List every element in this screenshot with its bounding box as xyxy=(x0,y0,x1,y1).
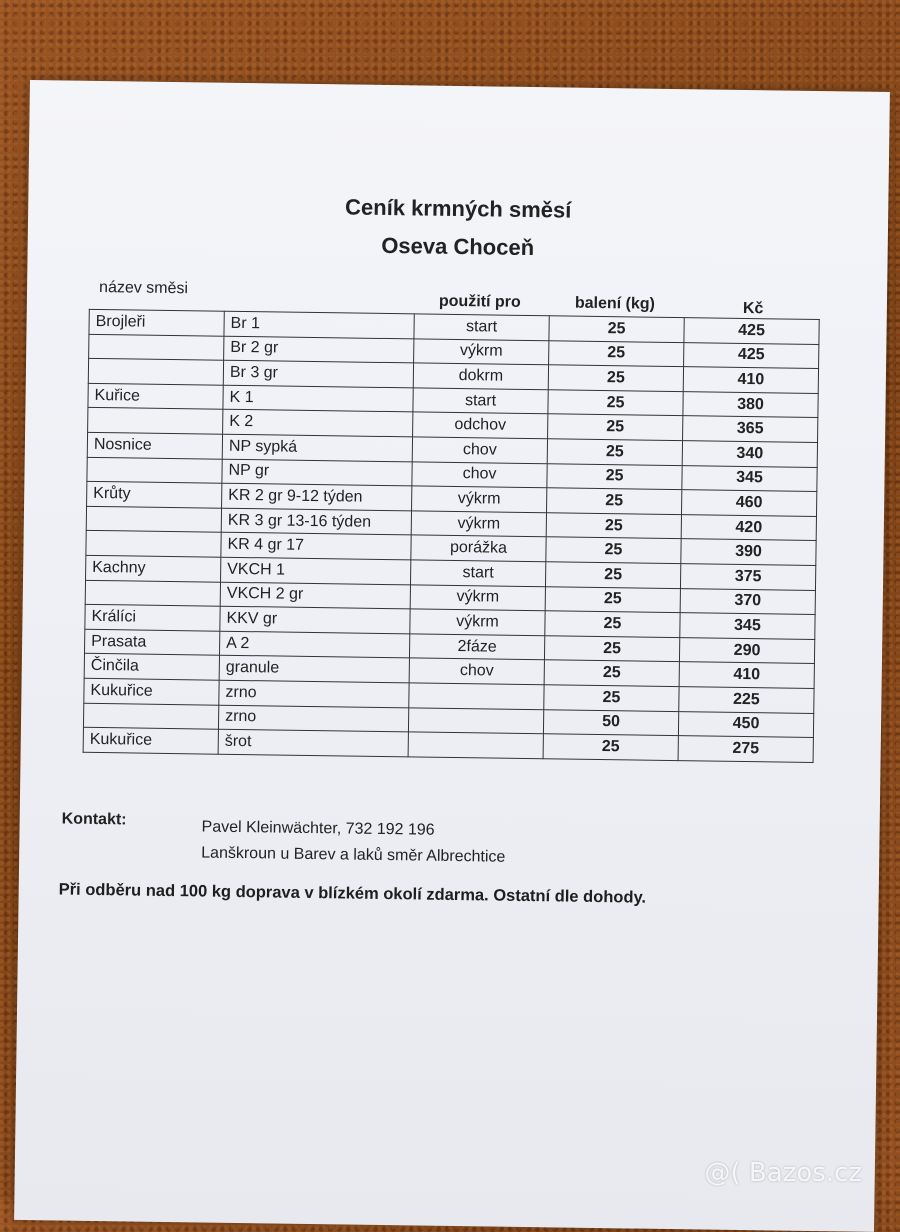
cell-package-kg: 25 xyxy=(547,463,682,489)
cell-usage: start xyxy=(410,560,545,586)
cell-category xyxy=(86,531,221,557)
cell-usage: výkrm xyxy=(410,584,545,610)
cell-mix-name: Br 3 gr xyxy=(223,360,413,387)
cell-category: Kukuřice xyxy=(83,727,218,753)
cell-price-czk: 425 xyxy=(684,318,819,344)
cell-package-kg: 50 xyxy=(543,709,678,735)
cell-package-kg: 25 xyxy=(549,316,684,342)
cell-category xyxy=(83,703,218,729)
cell-package-kg: 25 xyxy=(545,562,680,588)
contact-label: Kontakt: xyxy=(61,810,127,829)
cell-mix-name: K 1 xyxy=(223,385,413,412)
cell-price-czk: 450 xyxy=(678,711,813,737)
cell-package-kg: 25 xyxy=(546,537,681,563)
cell-price-czk: 420 xyxy=(681,514,816,540)
cell-mix-name: šrot xyxy=(218,729,408,756)
cell-package-kg: 25 xyxy=(548,414,683,440)
cell-usage xyxy=(409,683,544,709)
cell-price-czk: 290 xyxy=(679,637,814,663)
cell-mix-name: NP gr xyxy=(222,459,412,486)
cell-usage: chov xyxy=(412,437,547,463)
cell-mix-name: KR 4 gr 17 xyxy=(221,533,411,560)
cell-package-kg: 25 xyxy=(544,635,679,661)
cell-mix-name: Br 2 gr xyxy=(224,336,414,363)
cell-price-czk: 225 xyxy=(679,687,814,713)
cell-category: Králíci xyxy=(85,604,220,630)
cell-usage xyxy=(408,707,543,733)
cell-category: Nosnice xyxy=(87,432,222,458)
cell-price-czk: 345 xyxy=(680,613,815,639)
cell-category: Kukuřice xyxy=(84,678,219,704)
cell-package-kg: 25 xyxy=(549,340,684,366)
contact-name-phone: Pavel Kleinwächter, 732 192 196 xyxy=(201,818,435,839)
cell-category xyxy=(89,334,224,360)
document-title: Ceník krmných směsí xyxy=(344,194,572,223)
cell-package-kg: 25 xyxy=(545,586,680,612)
cell-category xyxy=(88,408,223,434)
cell-package-kg: 25 xyxy=(544,685,679,711)
cell-mix-name: zrno xyxy=(219,680,409,707)
cell-mix-name: KR 2 gr 9-12 týden xyxy=(222,483,412,510)
cell-usage: chov xyxy=(412,461,547,487)
cell-category xyxy=(88,359,223,385)
cell-mix-name: KR 3 gr 13-16 týden xyxy=(221,508,411,535)
cell-price-czk: 425 xyxy=(684,342,819,368)
cell-price-czk: 345 xyxy=(682,465,817,491)
cell-usage: výkrm xyxy=(410,609,545,635)
cell-usage: porážka xyxy=(411,535,546,561)
cell-package-kg: 25 xyxy=(545,611,680,637)
cell-usage: start xyxy=(413,388,548,414)
cell-price-czk: 340 xyxy=(682,441,817,467)
column-header-pack: balení (kg) xyxy=(574,294,656,313)
cell-category: Kachny xyxy=(86,555,221,581)
cell-mix-name: NP sypká xyxy=(222,434,412,461)
bazos-watermark: @( Bazos.cz xyxy=(704,1158,862,1188)
cell-usage: výkrm xyxy=(412,486,547,512)
cell-category: Činčila xyxy=(84,654,219,680)
cell-usage: chov xyxy=(409,658,544,684)
cell-price-czk: 275 xyxy=(678,736,813,762)
cell-price-czk: 365 xyxy=(683,416,818,442)
cell-mix-name: VKCH 1 xyxy=(221,557,411,584)
cell-category: Prasata xyxy=(84,629,219,655)
cell-package-kg: 25 xyxy=(546,513,681,539)
cell-package-kg: 25 xyxy=(544,660,679,686)
cell-usage: výkrm xyxy=(414,338,549,364)
cell-usage: start xyxy=(414,314,549,340)
cell-price-czk: 375 xyxy=(680,564,815,590)
cell-price-czk: 460 xyxy=(681,490,816,516)
cell-price-czk: 410 xyxy=(679,662,814,688)
cell-mix-name: zrno xyxy=(218,705,408,732)
column-header-price: Kč xyxy=(742,299,764,318)
delivery-note: Při odběru nad 100 kg doprava v blízkém okolí zdarma. Ostatní dle dohody. xyxy=(58,880,647,907)
document-subtitle: Oseva Choceň xyxy=(381,232,535,261)
cell-price-czk: 370 xyxy=(680,588,815,614)
cell-category: Brojleři xyxy=(89,309,224,335)
contact-address: Lanškroun u Barev a laků směr Albrechtice xyxy=(201,844,506,866)
cell-package-kg: 25 xyxy=(548,365,683,391)
cell-package-kg: 25 xyxy=(547,488,682,514)
cell-category xyxy=(87,457,222,483)
cell-usage: dokrm xyxy=(413,363,548,389)
cell-category: Krůty xyxy=(87,481,222,507)
price-table xyxy=(83,309,820,763)
cell-package-kg: 25 xyxy=(547,439,682,465)
cell-usage xyxy=(408,732,543,758)
cell-mix-name: Br 1 xyxy=(224,311,414,338)
cell-mix-name: K 2 xyxy=(223,410,413,437)
price-list-sheet xyxy=(14,80,890,1232)
cell-package-kg: 25 xyxy=(548,390,683,416)
cell-mix-name: A 2 xyxy=(219,631,409,658)
cell-package-kg: 25 xyxy=(543,734,678,760)
column-header-use: použití pro xyxy=(438,292,521,311)
cell-category: Kuřice xyxy=(88,383,223,409)
cell-price-czk: 410 xyxy=(683,367,818,393)
cell-price-czk: 390 xyxy=(681,539,816,565)
cell-mix-name: KKV gr xyxy=(220,606,410,633)
column-header-name: název směsi xyxy=(98,278,189,298)
cell-usage: odchov xyxy=(413,412,548,438)
cell-category xyxy=(85,580,220,606)
cell-mix-name: VKCH 2 gr xyxy=(220,582,410,609)
cell-usage: 2fáze xyxy=(409,634,544,660)
cell-price-czk: 380 xyxy=(683,391,818,417)
cell-category xyxy=(86,506,221,532)
cell-mix-name: granule xyxy=(219,656,409,683)
cell-usage: výkrm xyxy=(411,511,546,537)
